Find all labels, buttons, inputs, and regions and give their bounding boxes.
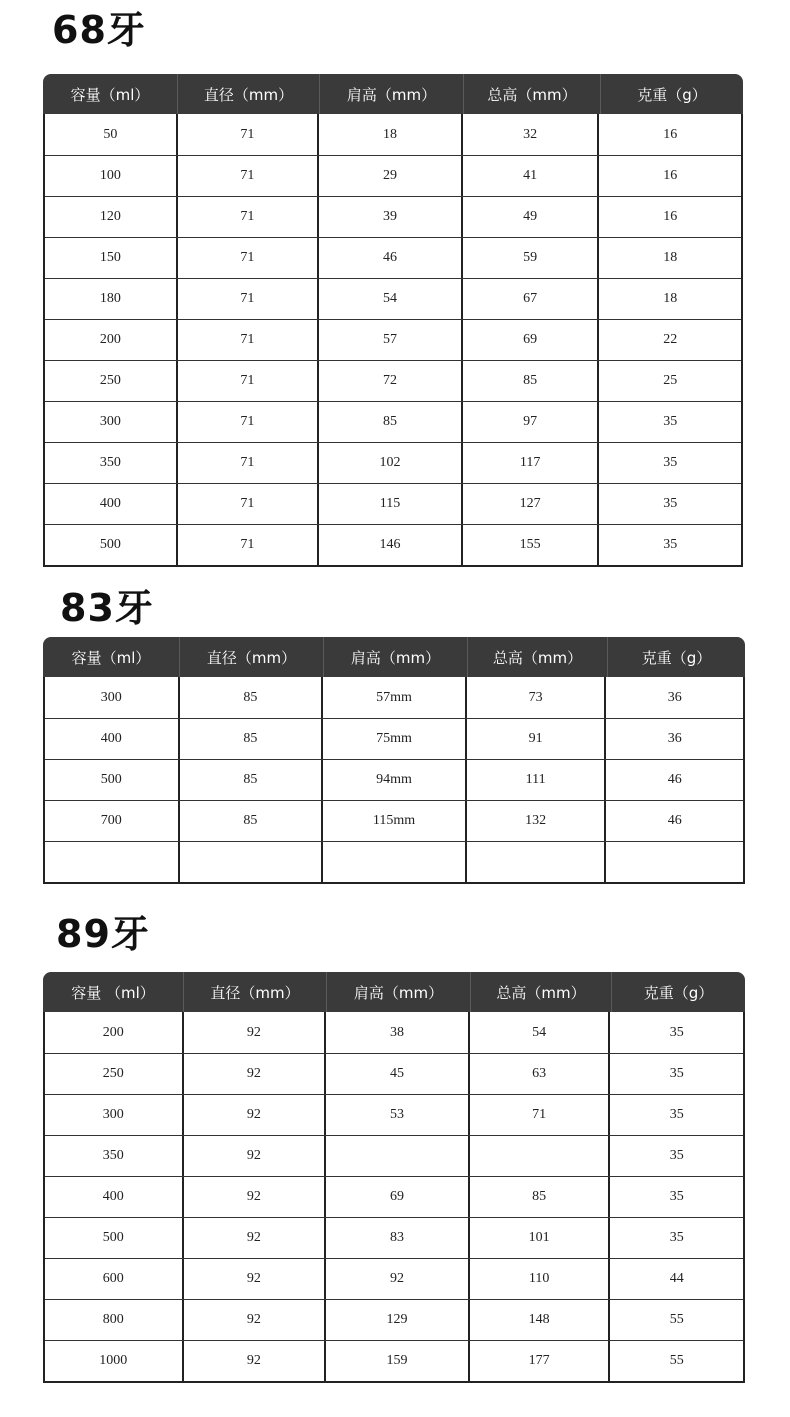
cell-total-height: 155	[463, 525, 600, 565]
cell-diameter: 92	[184, 1218, 327, 1258]
table-header	[43, 637, 745, 677]
cell-weight: 35	[669, 1230, 684, 1245]
cell-weight: 16	[663, 168, 678, 183]
cell-capacity: 250	[45, 361, 178, 401]
table-row	[45, 1176, 743, 1217]
cell-weight: 22	[663, 332, 678, 347]
cell-weight: 16	[663, 126, 678, 142]
cell-total-height: 32	[463, 114, 600, 155]
table-row	[45, 319, 741, 360]
table-row	[45, 483, 741, 524]
cell-shoulder-height: 102	[319, 443, 463, 483]
table-row	[45, 442, 741, 483]
cell-capacity: 100	[45, 156, 178, 196]
cell-shoulder-height: 159	[326, 1341, 470, 1381]
table-row	[45, 114, 741, 155]
header-total-height: 总高（mm）	[468, 637, 608, 677]
cell-total-height	[470, 1136, 611, 1176]
cell-total-height: 54	[470, 1012, 611, 1053]
table-body	[43, 114, 743, 567]
cell-diameter: 92	[184, 1054, 327, 1094]
cell-total-height: 117	[463, 443, 600, 483]
header-weight: 克重（g）	[637, 85, 707, 104]
cell-shoulder-height: 46	[319, 238, 463, 278]
cell-capacity: 1000	[45, 1341, 184, 1381]
cell-shoulder-height: 45	[326, 1054, 470, 1094]
table-row	[45, 759, 743, 800]
table-row	[45, 1053, 743, 1094]
cell-diameter: 85	[180, 760, 324, 800]
header-shoulder-height: 肩高（mm）	[324, 637, 468, 677]
section-title-68: 68牙	[52, 8, 146, 52]
header-shoulder-height: 肩高（mm）	[327, 972, 471, 1012]
cell-capacity: 400	[45, 484, 178, 524]
cell-weight: 35	[663, 537, 678, 552]
cell-shoulder-height: 129	[326, 1300, 470, 1340]
table-row	[45, 237, 741, 278]
cell-weight: 35	[669, 1107, 684, 1122]
cell-shoulder-height: 54	[319, 279, 463, 319]
table-row	[45, 155, 741, 196]
cell-total-height: 97	[463, 402, 600, 442]
cell-weight: 35	[663, 414, 678, 429]
header-capacity: 容量（ml）	[43, 637, 180, 677]
cell-diameter: 71	[178, 484, 320, 524]
cell-total-height: 85	[463, 361, 600, 401]
header-shoulder-height: 肩高（mm）	[320, 74, 464, 114]
spec-table-89	[43, 972, 745, 1383]
cell-diameter: 85	[180, 677, 324, 718]
cell-shoulder-height: 115mm	[323, 801, 467, 841]
table-row	[45, 401, 741, 442]
table-row	[45, 800, 743, 841]
table-row	[45, 1299, 743, 1340]
cell-capacity: 500	[45, 1218, 184, 1258]
cell-diameter: 71	[178, 156, 320, 196]
cell-total-height: 110	[470, 1259, 611, 1299]
cell-diameter: 71	[178, 114, 320, 155]
cell-capacity: 500	[45, 760, 180, 800]
cell-shoulder-height: 29	[319, 156, 463, 196]
cell-total-height	[467, 842, 607, 882]
cell-capacity: 200	[45, 320, 178, 360]
cell-total-height: 67	[463, 279, 600, 319]
table-row	[45, 196, 741, 237]
cell-total-height: 69	[463, 320, 600, 360]
table-header	[43, 74, 743, 114]
table-row	[45, 1012, 743, 1053]
cell-capacity: 600	[45, 1259, 184, 1299]
cell-capacity: 250	[45, 1054, 184, 1094]
cell-diameter: 71	[178, 320, 320, 360]
cell-capacity: 50	[45, 114, 178, 155]
cell-weight: 35	[669, 1148, 684, 1163]
cell-shoulder-height: 115	[319, 484, 463, 524]
cell-diameter: 92	[184, 1012, 327, 1053]
cell-total-height: 177	[470, 1341, 611, 1381]
spec-table-68	[43, 74, 743, 567]
cell-shoulder-height: 72	[319, 361, 463, 401]
cell-weight: 46	[667, 813, 682, 828]
table-row	[45, 718, 743, 759]
cell-shoulder-height: 85	[319, 402, 463, 442]
cell-weight	[606, 842, 743, 882]
cell-shoulder-height: 146	[319, 525, 463, 565]
cell-shoulder-height: 69	[326, 1177, 470, 1217]
cell-weight: 35	[663, 455, 678, 470]
cell-total-height: 132	[467, 801, 607, 841]
cell-shoulder-height	[326, 1136, 470, 1176]
section-title-83: 83牙	[60, 586, 154, 630]
cell-weight: 55	[669, 1353, 684, 1368]
cell-total-height: 111	[467, 760, 607, 800]
table-row	[45, 1258, 743, 1299]
cell-shoulder-height: 18	[319, 114, 463, 155]
cell-total-height: 73	[467, 677, 607, 718]
cell-diameter: 92	[184, 1136, 327, 1176]
cell-total-height: 41	[463, 156, 600, 196]
cell-weight: 44	[669, 1271, 684, 1286]
table-row	[45, 1217, 743, 1258]
header-diameter: 直径（mm）	[180, 637, 324, 677]
cell-diameter: 92	[184, 1341, 327, 1381]
cell-weight: 46	[667, 772, 682, 787]
header-diameter: 直径（mm）	[184, 972, 327, 1012]
table-row	[45, 1094, 743, 1135]
header-capacity: 容量（ml）	[43, 74, 178, 114]
cell-shoulder-height	[323, 842, 467, 882]
cell-diameter: 71	[178, 238, 320, 278]
cell-shoulder-height: 38	[326, 1012, 470, 1053]
cell-total-height: 91	[467, 719, 607, 759]
header-total-height: 总高（mm）	[464, 74, 601, 114]
cell-capacity: 350	[45, 443, 178, 483]
table-row	[45, 360, 741, 401]
table-row	[45, 1135, 743, 1176]
cell-diameter	[180, 842, 324, 882]
table-row	[45, 1340, 743, 1381]
table-row	[45, 841, 743, 882]
cell-diameter: 71	[178, 361, 320, 401]
cell-weight: 35	[669, 1024, 684, 1040]
table-row	[45, 677, 743, 718]
header-weight: 克重（g）	[643, 983, 714, 1002]
cell-capacity: 200	[45, 1012, 184, 1053]
header-capacity: 容量 （ml）	[43, 972, 184, 1012]
cell-capacity: 400	[45, 1177, 184, 1217]
cell-shoulder-height: 39	[319, 197, 463, 237]
cell-total-height: 85	[470, 1177, 611, 1217]
cell-shoulder-height: 83	[326, 1218, 470, 1258]
cell-shoulder-height: 57	[319, 320, 463, 360]
cell-capacity: 300	[45, 402, 178, 442]
cell-capacity: 120	[45, 197, 178, 237]
cell-capacity: 700	[45, 801, 180, 841]
section-title-89: 89牙	[56, 912, 150, 956]
cell-capacity: 300	[45, 1095, 184, 1135]
cell-capacity: 800	[45, 1300, 184, 1340]
cell-total-height: 63	[470, 1054, 611, 1094]
cell-weight: 35	[663, 496, 678, 511]
cell-capacity: 180	[45, 279, 178, 319]
cell-weight: 35	[669, 1189, 684, 1204]
cell-diameter: 85	[180, 801, 324, 841]
table-row	[45, 524, 741, 565]
cell-total-height: 71	[470, 1095, 611, 1135]
cell-capacity: 400	[45, 719, 180, 759]
cell-diameter: 71	[178, 525, 320, 565]
cell-total-height: 49	[463, 197, 600, 237]
cell-shoulder-height: 53	[326, 1095, 470, 1135]
cell-weight: 36	[667, 731, 682, 746]
cell-capacity: 150	[45, 238, 178, 278]
cell-weight: 18	[663, 291, 678, 306]
cell-diameter: 85	[180, 719, 324, 759]
cell-capacity: 350	[45, 1136, 184, 1176]
cell-weight: 35	[669, 1066, 684, 1081]
cell-total-height: 59	[463, 238, 600, 278]
cell-capacity	[45, 842, 180, 882]
cell-weight: 18	[663, 250, 678, 265]
cell-weight: 55	[669, 1312, 684, 1327]
table-row	[45, 278, 741, 319]
cell-diameter: 71	[178, 279, 320, 319]
cell-shoulder-height: 94mm	[323, 760, 467, 800]
cell-capacity: 300	[45, 677, 180, 718]
table-body	[43, 677, 745, 884]
cell-shoulder-height: 75mm	[323, 719, 467, 759]
cell-total-height: 101	[470, 1218, 611, 1258]
table-body	[43, 1012, 745, 1383]
cell-capacity: 500	[45, 525, 178, 565]
cell-weight: 16	[663, 209, 678, 224]
cell-total-height: 148	[470, 1300, 611, 1340]
cell-weight: 36	[667, 689, 682, 705]
cell-diameter: 71	[178, 443, 320, 483]
spec-table-83	[43, 637, 745, 884]
cell-diameter: 92	[184, 1177, 327, 1217]
cell-shoulder-height: 57mm	[323, 677, 467, 718]
header-diameter: 直径（mm）	[178, 74, 320, 114]
header-total-height: 总高（mm）	[471, 972, 612, 1012]
header-weight: 克重（g）	[641, 648, 712, 667]
cell-diameter: 92	[184, 1259, 327, 1299]
table-header	[43, 972, 745, 1012]
cell-diameter: 71	[178, 197, 320, 237]
cell-diameter: 71	[178, 402, 320, 442]
cell-shoulder-height: 92	[326, 1259, 470, 1299]
cell-weight: 25	[663, 373, 678, 388]
cell-diameter: 92	[184, 1300, 327, 1340]
cell-diameter: 92	[184, 1095, 327, 1135]
cell-total-height: 127	[463, 484, 600, 524]
